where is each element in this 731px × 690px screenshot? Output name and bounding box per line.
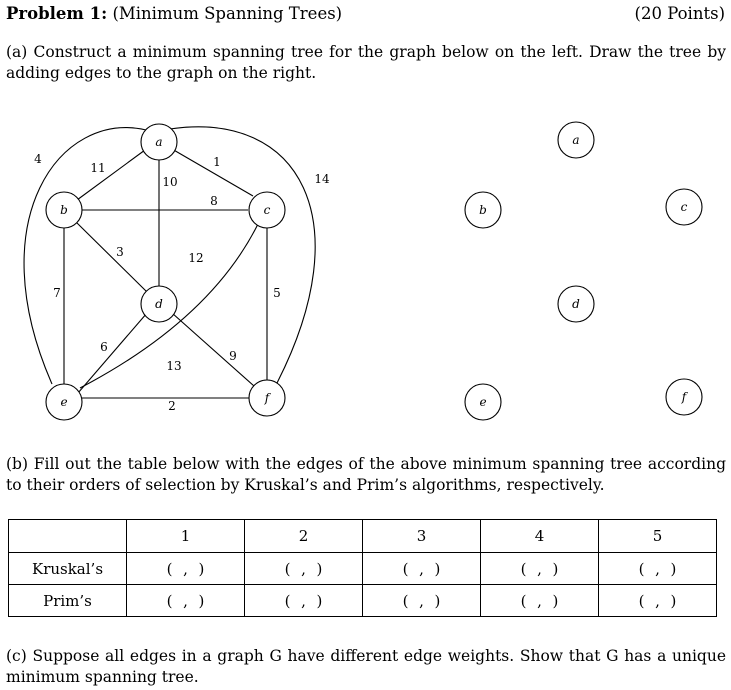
- empty-node-label-d: d: [572, 297, 580, 311]
- row-label-kruskal: Kruskal’s: [9, 553, 127, 585]
- edge-d-f: [172, 313, 254, 386]
- prim-edge-3[interactable]: ( , ): [363, 585, 481, 617]
- edge-d-e: [78, 313, 147, 393]
- weight-d-e: 6: [100, 340, 108, 354]
- weight-c-f: 5: [273, 286, 281, 300]
- weight-a-e: 4: [34, 152, 42, 166]
- points-label: (20 Points): [634, 4, 725, 23]
- weight-b-e: 7: [53, 286, 61, 300]
- node-label-a: a: [155, 135, 163, 149]
- weight-b-d: 3: [116, 245, 124, 259]
- table-row-prim: [9, 585, 717, 617]
- table-header-row: [9, 520, 717, 553]
- kruskal-edge-2[interactable]: ( , ): [245, 553, 363, 585]
- column-header-1: 1: [127, 520, 245, 553]
- weight-a-f: 14: [314, 172, 330, 186]
- weight-a-d: 10: [162, 175, 178, 189]
- problem-label: Problem 1:: [6, 4, 108, 23]
- empty-node-label-b: b: [479, 203, 487, 217]
- kruskal-edge-1[interactable]: ( , ): [127, 553, 245, 585]
- kruskal-edge-4[interactable]: ( , ): [481, 553, 599, 585]
- node-label-c: c: [263, 203, 271, 217]
- prim-edge-2[interactable]: ( , ): [245, 585, 363, 617]
- table-row-kruskal: [9, 553, 717, 585]
- weight-c-e: 12: [188, 251, 204, 265]
- column-header-3: 3: [363, 520, 481, 553]
- node-label-b: b: [60, 203, 68, 217]
- column-header-4: 4: [481, 520, 599, 553]
- edge-a-b: [77, 150, 145, 200]
- column-header-5: 5: [599, 520, 717, 553]
- node-label-e: e: [60, 395, 68, 409]
- row-label-prim: Prim’s: [9, 585, 127, 617]
- kruskal-edge-5[interactable]: ( , ): [599, 553, 717, 585]
- weight-d-f: 9: [229, 349, 237, 363]
- edge-a-e: [24, 128, 146, 384]
- empty-node-label-c: c: [680, 200, 688, 214]
- column-header-2: 2: [245, 520, 363, 553]
- weight-a-c: 1: [213, 155, 221, 169]
- part-c-text: (c) Suppose all edges in a graph G have different edge weights. Show that G has a unique minimum spanning tree.: [6, 647, 726, 686]
- empty-node-label-e: e: [479, 395, 487, 409]
- table-corner-cell: [9, 520, 127, 553]
- empty-node-label-a: a: [572, 133, 580, 147]
- edge-b-d: [76, 222, 147, 292]
- part-a-text: (a) Construct a minimum spanning tree for the graph below on the left. Draw the tree by adding edges to the graph on the right.: [6, 43, 726, 82]
- part-b-text: (b) Fill out the table below with the edges of the above minimum spanning tree according to their orders of selection by Kruskal’s and Prim’s algorithms, respectively.: [6, 455, 726, 494]
- weight-b-c: 8: [210, 194, 218, 208]
- prim-edge-5[interactable]: ( , ): [599, 585, 717, 617]
- empty-node-label-f: f: [681, 390, 687, 404]
- node-label-f: f: [264, 391, 270, 405]
- node-label-d: d: [155, 297, 163, 311]
- mst-order-table: [8, 519, 717, 617]
- weight-b-f: 13: [166, 359, 182, 373]
- kruskal-edge-3[interactable]: ( , ): [363, 553, 481, 585]
- weight-a-b: 11: [90, 161, 106, 175]
- prim-edge-1[interactable]: ( , ): [127, 585, 245, 617]
- problem-topic: (Minimum Spanning Trees): [112, 4, 343, 23]
- prim-edge-4[interactable]: ( , ): [481, 585, 599, 617]
- weight-e-f: 2: [168, 399, 176, 413]
